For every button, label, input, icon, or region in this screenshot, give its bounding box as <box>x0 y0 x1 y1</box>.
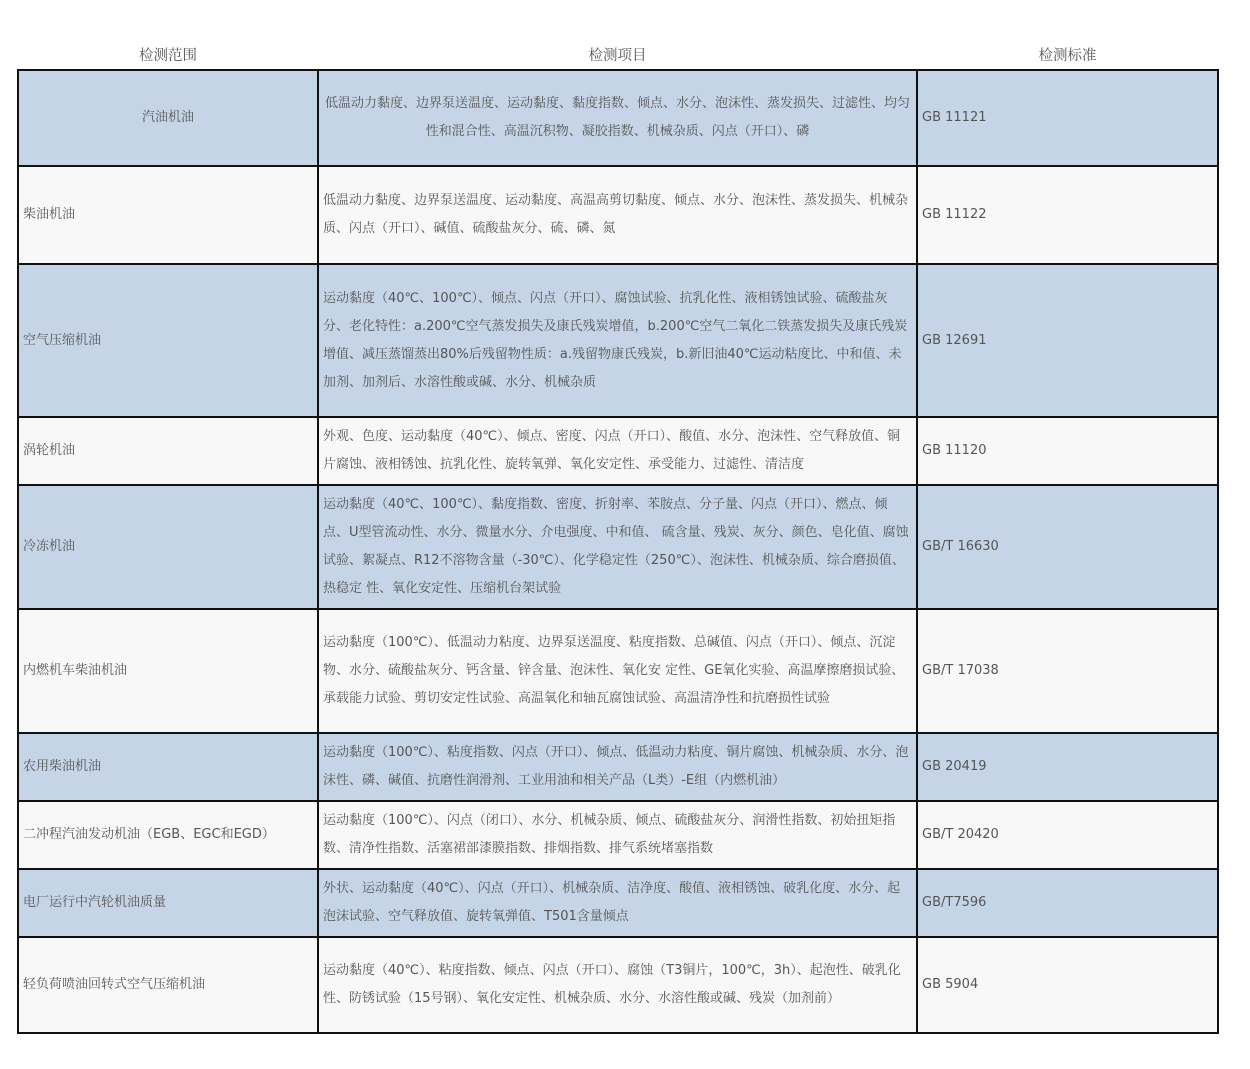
cell-scope: 内燃机车柴油机油 <box>18 609 318 733</box>
cell-scope: 二冲程汽油发动机油（EGB、EGC和EGD） <box>18 801 318 869</box>
cell-standard: GB/T 20420 <box>917 801 1218 869</box>
inspection-table-container <box>17 40 1217 1034</box>
cell-standard: GB 20419 <box>917 733 1218 801</box>
table-header <box>18 40 1218 70</box>
cell-items: 外状、运动黏度（40℃）、闪点（开口）、机械杂质、洁净度、酸值、液相锈蚀、破乳化度、水分、起泡沫试验、空气释放值、旋转氧弹值、T501含量倾点 <box>318 869 917 937</box>
cell-items: 运动黏度（100℃）、闪点（闭口）、水分、机械杂质、倾点、硫酸盐灰分、润滑性指数、初始扭矩指数、清净性指数、活塞裙部漆膜指数、排烟指数、排气系统堵塞指数 <box>318 801 917 869</box>
header-scope: 检测范围 <box>18 40 318 70</box>
header-row <box>18 40 1218 70</box>
cell-scope: 冷冻机油 <box>18 485 318 609</box>
table-row <box>18 801 1218 869</box>
cell-items: 运动黏度（100℃）、粘度指数、闪点（开口）、倾点、低温动力粘度、铜片腐蚀、机械杂质、水分、泡沫性、磷、碱值、抗磨性润滑剂、工业用油和相关产品（L类）-E组（内燃机油） <box>318 733 917 801</box>
cell-scope: 柴油机油 <box>18 166 318 264</box>
table-body <box>18 70 1218 1033</box>
cell-standard: GB 5904 <box>917 937 1218 1033</box>
table-row <box>18 166 1218 264</box>
cell-scope: 农用柴油机油 <box>18 733 318 801</box>
table-row <box>18 264 1218 417</box>
cell-scope: 电厂运行中汽轮机油质量 <box>18 869 318 937</box>
cell-items: 低温动力黏度、边界泵送温度、运动黏度、高温高剪切黏度、倾点、水分、泡沫性、蒸发损失、机械杂质、闪点（开口）、碱值、硫酸盐灰分、硫、磷、氮 <box>318 166 917 264</box>
cell-items: 运动黏度（40℃、100℃）、倾点、闪点（开口）、腐蚀试验、抗乳化性、液相锈蚀试验、硫酸盐灰分、老化特性：a.200℃空气蒸发损失及康氏残炭增值，b.200℃空气二氧化二铁蒸发损失及康氏残炭增值、减压蒸馏蒸出80%后残留物性质：a.残留物康氏残炭，b.新旧油40℃运动粘度比、中和值、未加剂、加剂后、水溶性酸或碱、水分、机械杂质 <box>318 264 917 417</box>
cell-scope: 轻负荷喷油回转式空气压缩机油 <box>18 937 318 1033</box>
table-row <box>18 937 1218 1033</box>
cell-items: 运动黏度（40℃、100℃）、黏度指数、密度、折射率、苯胺点、分子量、闪点（开口）、燃点、倾点、U型管流动性、水分、微量水分、介电强度、中和值、 硫含量、残炭、灰分、颜色、皂化值、腐蚀试验、絮凝点、R12不溶物含量（-30℃）、化学稳定性（250℃）、泡沫性、机械杂质、综合磨损值、热稳定 性、氧化安定性、压缩机台架试验 <box>318 485 917 609</box>
header-standard: 检测标准 <box>917 40 1218 70</box>
table-row <box>18 869 1218 937</box>
cell-items: 运动黏度（40℃）、粘度指数、倾点、闪点（开口）、腐蚀（T3铜片，100℃，3h）、起泡性、破乳化性、防锈试验（15号钢）、氧化安定性、机械杂质、水分、水溶性酸或碱、残炭（加剂前） <box>318 937 917 1033</box>
inspection-table <box>17 40 1219 1034</box>
cell-scope: 涡轮机油 <box>18 417 318 485</box>
cell-standard: GB 11120 <box>917 417 1218 485</box>
cell-scope: 空气压缩机油 <box>18 264 318 417</box>
table-row <box>18 733 1218 801</box>
cell-standard: GB/T 17038 <box>917 609 1218 733</box>
cell-items: 低温动力黏度、边界泵送温度、运动黏度、黏度指数、倾点、水分、泡沫性、蒸发损失、过滤性、均匀性和混合性、高温沉积物、凝胶指数、机械杂质、闪点（开口）、磷 <box>318 70 917 166</box>
cell-scope: 汽油机油 <box>18 70 318 166</box>
cell-standard: GB/T7596 <box>917 869 1218 937</box>
cell-standard: GB 11122 <box>917 166 1218 264</box>
table-row <box>18 609 1218 733</box>
cell-standard: GB 11121 <box>917 70 1218 166</box>
table-row <box>18 417 1218 485</box>
table-row <box>18 485 1218 609</box>
cell-standard: GB/T 16630 <box>917 485 1218 609</box>
header-items: 检测项目 <box>318 40 917 70</box>
cell-items: 外观、色度、运动黏度（40℃）、倾点、密度、闪点（开口）、酸值、水分、泡沫性、空气释放值、铜片腐蚀、液相锈蚀、抗乳化性、旋转氧弹、氧化安定性、承受能力、过滤性、清洁度 <box>318 417 917 485</box>
table-row <box>18 70 1218 166</box>
cell-standard: GB 12691 <box>917 264 1218 417</box>
cell-items: 运动黏度（100℃）、低温动力粘度、边界泵送温度、粘度指数、总碱值、闪点（开口）、倾点、沉淀物、水分、硫酸盐灰分、钙含量、锌含量、泡沫性、氧化安 定性、GE氧化实验、高温摩擦磨损试验、承载能力试验、剪切安定性试验、高温氧化和轴瓦腐蚀试验、高温清净性和抗磨损性试验 <box>318 609 917 733</box>
